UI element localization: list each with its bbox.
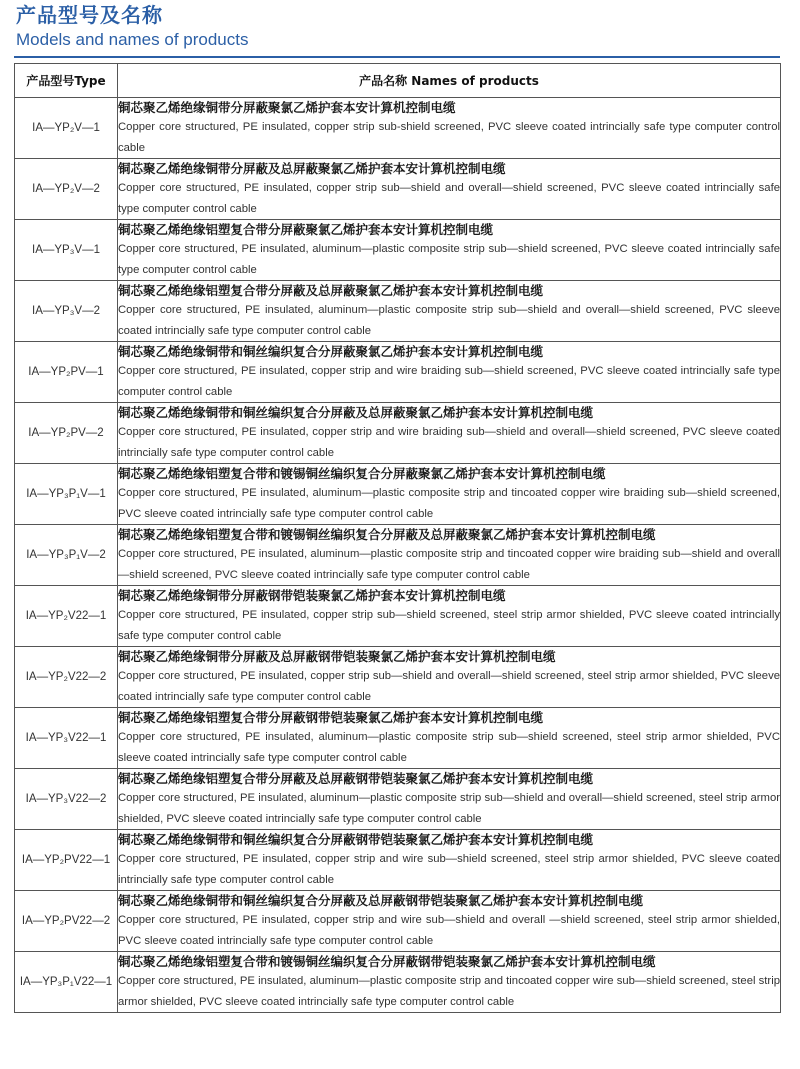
product-name-zh: 铜芯聚乙烯绝缘铝塑复合带分屏蔽聚氯乙烯护套本安计算机控制电缆 (118, 222, 494, 237)
product-model: IA—YP₂V—2 (15, 159, 118, 220)
table-row (15, 769, 781, 830)
product-name-zh: 铜芯聚乙烯绝缘铜带和铜丝编织复合分屏蔽及总屏蔽钢带铠装聚氯乙烯护套本安计算机控制电缆 (118, 893, 644, 908)
table-row (15, 952, 781, 1013)
table-row (15, 647, 781, 708)
product-name-cell (118, 220, 781, 281)
product-name-cell (118, 342, 781, 403)
product-model: IA—YP₂V—1 (15, 98, 118, 159)
product-name-en: Copper core structured, PE insulated, aluminum—plastic composite strip sub—shield and overall—shield screened, PVC sleeve coated intrincially safe type computer control cable (118, 304, 780, 337)
page-title-en: Models and names of products (16, 30, 249, 49)
table-header-row (15, 64, 781, 98)
product-name-cell (118, 586, 781, 647)
product-name-en: Copper core structured, PE insulated, copper strip and wire braiding sub—shield screened, PVC sleeve coated intrincially safe type computer control cable (118, 365, 780, 398)
product-model: IA—YP₃V22—1 (15, 708, 118, 769)
product-name-cell (118, 159, 781, 220)
table-row (15, 98, 781, 159)
table-row (15, 281, 781, 342)
product-name-cell (118, 769, 781, 830)
product-model: IA—YP₃V—1 (15, 220, 118, 281)
product-name-en: Copper core structured, PE insulated, copper strip sub—shield and overall—shield screened, steel strip armor shielded, PVC sleeve coated intrincially safe type computer control cable (118, 670, 780, 703)
product-name-zh: 铜芯聚乙烯绝缘铝塑复合带分屏蔽及总屏蔽聚氯乙烯护套本安计算机控制电缆 (118, 283, 544, 298)
product-model: IA—YP₃V—2 (15, 281, 118, 342)
product-name-en: Copper core structured, PE insulated, aluminum—plastic composite strip and tincoated copper wire sub—shield screened, steel strip armor shielded, PVC sleeve coated intrincially safe type computer control cable (118, 975, 780, 1008)
table-row (15, 525, 781, 586)
product-name-en: Copper core structured, PE insulated, aluminum—plastic composite strip sub—shield and overall—shield screened, steel strip armor shielded, PVC sleeve coated intrincially safe type computer control cable (118, 792, 780, 825)
product-model: IA—YP₃P₁V—2 (15, 525, 118, 586)
product-name-en: Copper core structured, PE insulated, copper strip and wire braiding sub—shield and overall—shield screened, PVC sleeve coated intrincially safe type computer control cable (118, 426, 780, 459)
product-name-en: Copper core structured, PE insulated, copper strip and wire sub—shield and overall —shield screened, steel strip armor shielded, PVC sleeve coated intrincially safe type computer control cable (118, 914, 780, 947)
table-row (15, 464, 781, 525)
product-name-cell (118, 98, 781, 159)
product-name-zh: 铜芯聚乙烯绝缘铝塑复合带和镀锡铜丝编织复合分屏蔽及总屏蔽聚氯乙烯护套本安计算机控制电缆 (118, 527, 656, 542)
product-model: IA—YP₂PV22—2 (15, 891, 118, 952)
product-model: IA—YP₂V22—2 (15, 647, 118, 708)
table-row (15, 403, 781, 464)
product-name-cell (118, 403, 781, 464)
table-body (15, 98, 781, 1013)
product-name-en: Copper core structured, PE insulated, aluminum—plastic composite strip and tincoated copper wire braiding sub—shield screened, PVC sleeve coated intrincially safe type computer control cable (118, 487, 780, 520)
products-table (14, 63, 781, 1013)
product-name-cell (118, 647, 781, 708)
product-name-en: Copper core structured, PE insulated, copper strip and wire sub—shield screened, steel strip armor shielded, PVC sleeve coated intrincially safe type computer control cable (118, 853, 780, 886)
product-name-en: Copper core structured, PE insulated, copper strip sub-shield screened, PVC sleeve coated intrincially safe type computer control cable (118, 121, 780, 154)
product-name-zh: 铜芯聚乙烯绝缘铜带分屏蔽聚氯乙烯护套本安计算机控制电缆 (118, 100, 456, 115)
product-model: IA—YP₃P₁V—1 (15, 464, 118, 525)
table-row (15, 342, 781, 403)
product-name-cell (118, 708, 781, 769)
table-row (15, 159, 781, 220)
product-model: IA—YP₂PV22—1 (15, 830, 118, 891)
product-name-en: Copper core structured, PE insulated, aluminum—plastic composite strip sub—shield screened, steel strip armor shielded, PVC sleeve coated intrincially safe type computer control cable (118, 731, 780, 764)
product-model: IA—YP₃V22—2 (15, 769, 118, 830)
product-model: IA—YP₂V22—1 (15, 586, 118, 647)
table-row (15, 708, 781, 769)
table-row (15, 830, 781, 891)
product-name-zh: 铜芯聚乙烯绝缘铜带分屏蔽及总屏蔽聚氯乙烯护套本安计算机控制电缆 (118, 161, 506, 176)
table-row (15, 586, 781, 647)
product-name-zh: 铜芯聚乙烯绝缘铝塑复合带分屏蔽钢带铠装聚氯乙烯护套本安计算机控制电缆 (118, 710, 544, 725)
column-header-type: 产品型号Type (15, 64, 118, 98)
product-model: IA—YP₃P₁V22—1 (15, 952, 118, 1013)
product-name-cell (118, 525, 781, 586)
table-row (15, 891, 781, 952)
product-name-zh: 铜芯聚乙烯绝缘铜带分屏蔽及总屏蔽钢带铠装聚氯乙烯护套本安计算机控制电缆 (118, 649, 556, 664)
product-name-en: Copper core structured, PE insulated, copper strip sub—shield and overall—shield screened, PVC sleeve coated intrincially safe type computer control cable (118, 182, 780, 215)
product-name-cell (118, 830, 781, 891)
product-name-cell (118, 464, 781, 525)
product-name-zh: 铜芯聚乙烯绝缘铜带和铜丝编织复合分屏蔽聚氯乙烯护套本安计算机控制电缆 (118, 344, 544, 359)
product-name-zh: 铜芯聚乙烯绝缘铜带分屏蔽钢带铠装聚氯乙烯护套本安计算机控制电缆 (118, 588, 506, 603)
product-name-cell (118, 952, 781, 1013)
product-model: IA—YP₂PV—1 (15, 342, 118, 403)
product-name-zh: 铜芯聚乙烯绝缘铝塑复合带和镀锡铜丝编织复合分屏蔽聚氯乙烯护套本安计算机控制电缆 (118, 466, 606, 481)
product-name-en: Copper core structured, PE insulated, aluminum—plastic composite strip and tincoated copper wire braiding sub—shield and overall—shield screened, PVC sleeve coated intrincially safe type computer control cable (118, 548, 780, 581)
table-row (15, 220, 781, 281)
product-name-cell (118, 891, 781, 952)
product-name-zh: 铜芯聚乙烯绝缘铜带和铜丝编织复合分屏蔽及总屏蔽聚氯乙烯护套本安计算机控制电缆 (118, 405, 594, 420)
title-divider (14, 56, 780, 58)
product-name-en: Copper core structured, PE insulated, aluminum—plastic composite strip sub—shield screened, PVC sleeve coated intrincially safe type computer control cable (118, 243, 780, 276)
product-model: IA—YP₂PV—2 (15, 403, 118, 464)
product-name-zh: 铜芯聚乙烯绝缘铝塑复合带分屏蔽及总屏蔽钢带铠装聚氯乙烯护套本安计算机控制电缆 (118, 771, 594, 786)
page-title-zh: 产品型号及名称 (16, 3, 163, 27)
product-name-en: Copper core structured, PE insulated, copper strip sub—shield screened, steel strip armor shielded, PVC sleeve coated intrincially safe type computer control cable (118, 609, 780, 642)
product-name-zh: 铜芯聚乙烯绝缘铝塑复合带和镀锡铜丝编织复合分屏蔽钢带铠装聚氯乙烯护套本安计算机控制电缆 (118, 954, 656, 969)
product-name-cell (118, 281, 781, 342)
column-header-names: 产品名称 Names of products (118, 64, 781, 98)
product-name-zh: 铜芯聚乙烯绝缘铜带和铜丝编织复合分屏蔽钢带铠装聚氯乙烯护套本安计算机控制电缆 (118, 832, 594, 847)
